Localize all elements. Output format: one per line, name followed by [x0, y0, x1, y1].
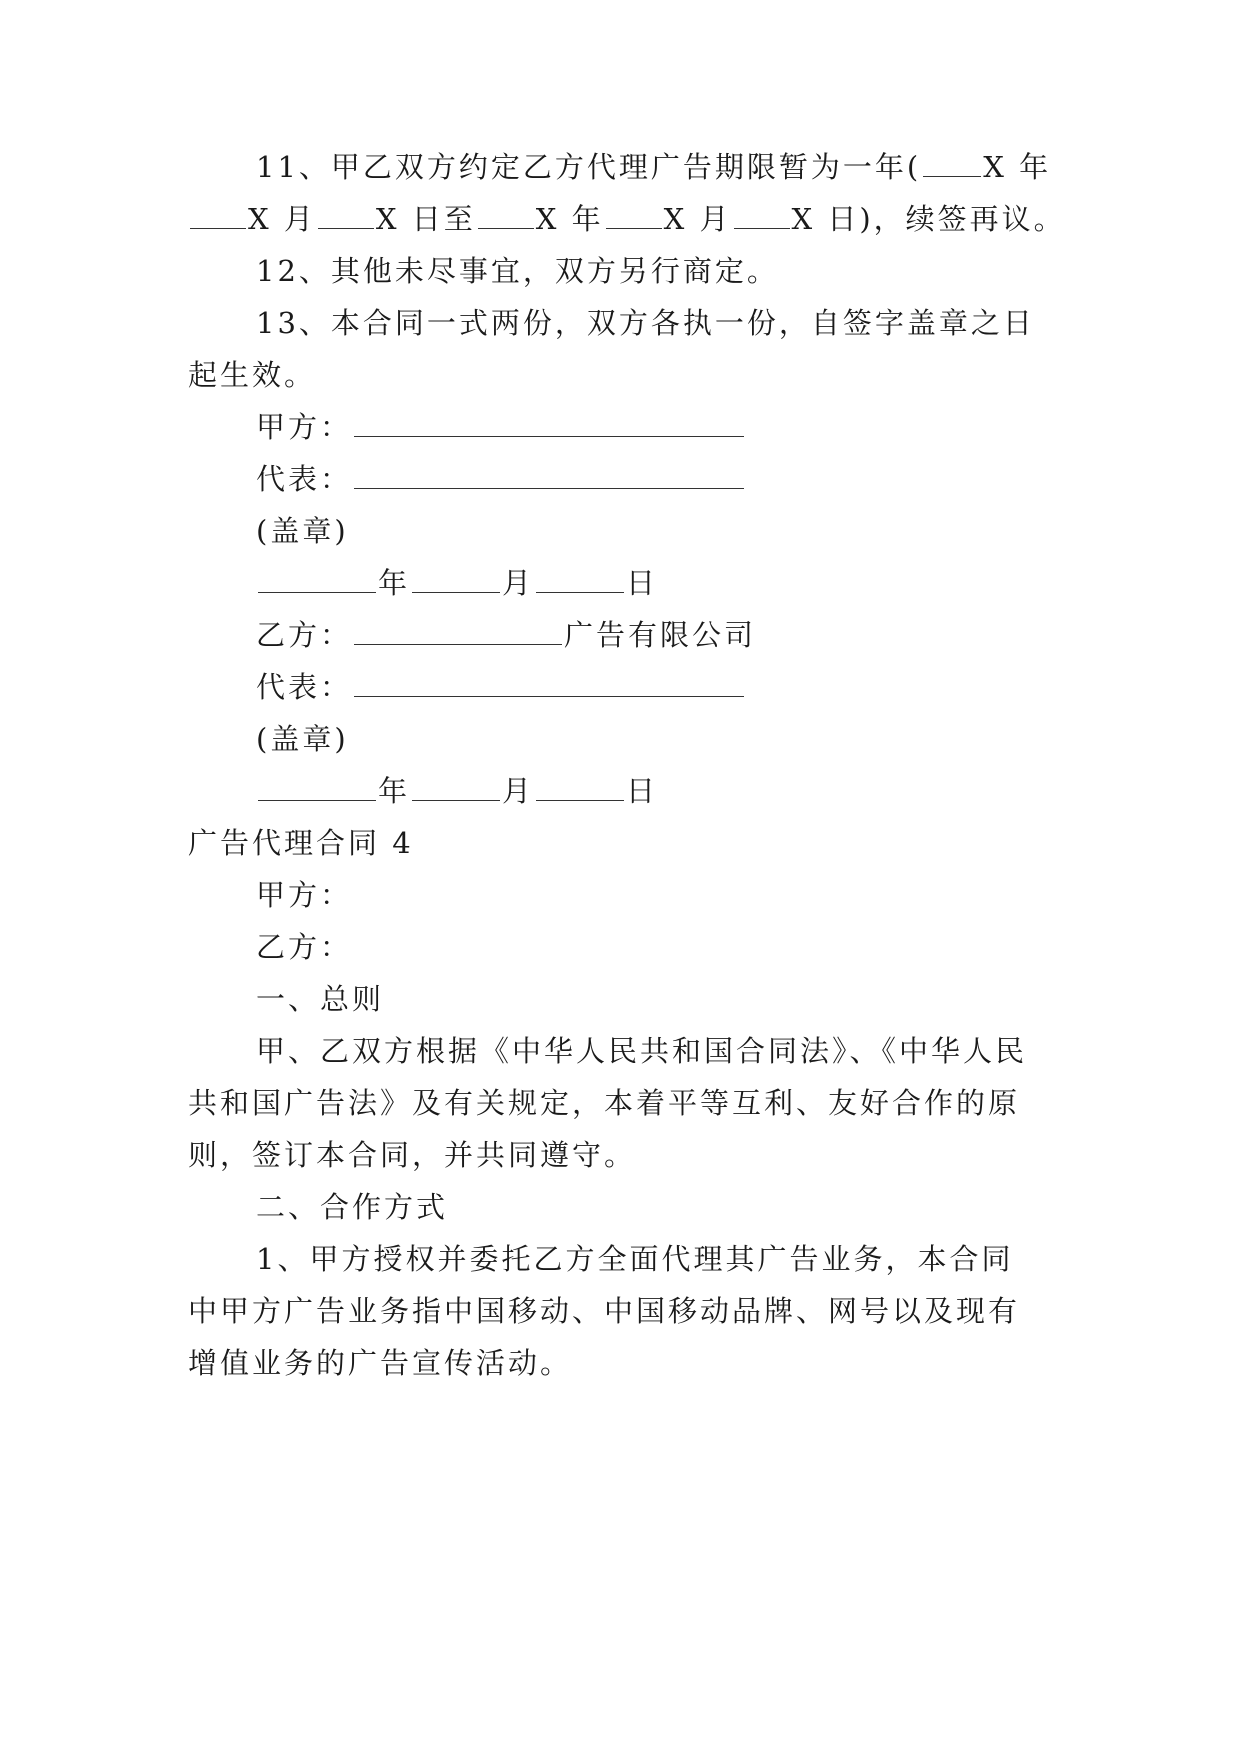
party-a-label: 甲方： — [256, 410, 353, 444]
blank-line — [478, 198, 534, 229]
party-b-month: 月 — [502, 774, 535, 808]
day-blank — [536, 562, 624, 593]
party-a-rep-blank — [354, 458, 744, 489]
party-a-month: 月 — [502, 566, 535, 600]
blank-line — [734, 198, 790, 229]
party-b-date-line — [256, 769, 1068, 813]
party-b-company-suffix: 广告有限公司 — [564, 618, 757, 652]
party-a-rep-line — [256, 457, 1068, 501]
clause-13-line-2: 起生效。 — [188, 358, 317, 392]
party-a-day: 日 — [626, 566, 659, 600]
contract-4-party-b: 乙方： — [256, 930, 353, 964]
clause-11-text: 11、甲乙双方约定乙方代理广告期限暂为一年( — [256, 150, 922, 184]
clause-13-line-1: 13、本合同一式两份，双方各执一份，自签字盖章之日 — [256, 306, 1035, 340]
party-b-label: 乙方： — [256, 618, 353, 652]
party-b-rep-blank — [354, 666, 744, 697]
party-a-rep-label: 代表： — [256, 462, 353, 496]
blank-line — [318, 198, 374, 229]
clause-11-line-2 — [188, 197, 1068, 241]
party-a-year: 年 — [378, 566, 411, 600]
party-b-line — [256, 613, 1068, 657]
party-b-rep-label: 代表： — [256, 670, 353, 704]
party-a-date-line — [256, 561, 1068, 605]
section-1-line-1: 甲、乙双方根据《中华人民共和国合同法》、《中华人民 — [256, 1034, 1028, 1068]
year-blank — [258, 770, 376, 801]
item-1-line-3: 增值业务的广告宣传活动。 — [188, 1346, 573, 1380]
blank-line — [606, 198, 662, 229]
item-1-line-2: 中甲方广告业务指中国移动、中国移动品牌、网号以及现有 — [188, 1294, 1021, 1328]
party-b-rep-line — [256, 665, 1068, 709]
clause-11-x-month-2: X 月 — [663, 202, 732, 236]
party-a-blank — [354, 406, 744, 437]
contract-4-title: 广告代理合同 4 — [188, 826, 414, 860]
clause-11-x-day: X 日至 — [375, 202, 476, 236]
clause-11-x-year: X 年 — [983, 150, 1052, 184]
clause-11-line-1 — [256, 145, 1068, 189]
section-1-line-3: 则，签订本合同，并共同遵守。 — [188, 1138, 637, 1172]
clause-11-x-year-2: X 年 — [535, 202, 604, 236]
section-2-heading: 二、合作方式 — [256, 1190, 449, 1224]
blank-line — [923, 146, 981, 177]
party-b-blank — [354, 614, 562, 645]
day-blank — [536, 770, 624, 801]
section-1-line-2: 共和国广告法》及有关规定，本着平等互利、友好合作的原 — [188, 1086, 1021, 1120]
contract-4-party-a: 甲方： — [256, 878, 353, 912]
party-b-seal: (盖章) — [256, 722, 349, 756]
month-blank — [412, 562, 500, 593]
month-blank — [412, 770, 500, 801]
party-a-seal: (盖章) — [256, 514, 349, 548]
clause-11-x-month: X 月 — [248, 202, 316, 236]
party-b-day: 日 — [626, 774, 659, 808]
party-b-year: 年 — [378, 774, 411, 808]
section-1-heading: 一、总则 — [256, 982, 385, 1016]
party-a-line — [256, 405, 1068, 449]
clause-11-x-day-2: X 日)，续签再议。 — [791, 202, 1066, 236]
clause-12: 12、其他未尽事宜，双方另行商定。 — [256, 254, 779, 288]
item-1-line-1: 1、甲方授权并委托乙方全面代理其广告业务，本合同 — [256, 1242, 1014, 1276]
year-blank — [258, 562, 376, 593]
blank-line — [190, 198, 246, 229]
